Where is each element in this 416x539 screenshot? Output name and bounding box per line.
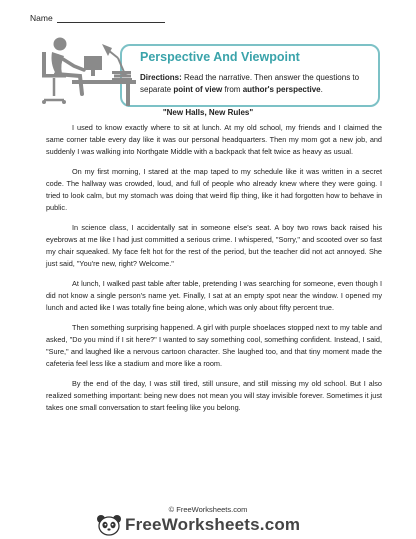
story-title: "New Halls, New Rules" (162, 108, 254, 117)
story-body (46, 122, 382, 421)
footer-logo[interactable] (96, 514, 300, 536)
story-paragraph: At lunch, I walked past table after table, pretending I was searching for someone, even though I did not know a single person's name yet. Finally, I sat at an empty spot near the window. I opened my lunch and acted like I was totally fine being alone, which was only about fifty percent true. (46, 278, 382, 313)
student-at-desk-illustration (28, 30, 136, 108)
header-box (120, 44, 380, 107)
footer-brand: FreeWorksheets.com (125, 515, 301, 534)
name-field (30, 13, 165, 23)
story-paragraph: In science class, I accidentally sat in someone else's seat. A boy two rows back raised his eyebrows at me like I had just committed a serious crime. I whispered, "Sorry," and scooted over so fast my chair squeaked. My face felt hot for the rest of the period, but the teacher did not act annoyed. She just said, "You're new, right? Welcome." (46, 222, 382, 269)
point-of-view-term: point of view (173, 84, 223, 94)
worksheet-title: Perspective And Viewpoint (140, 50, 300, 64)
name-label: Name (30, 13, 53, 23)
story-paragraph: I used to know exactly where to sit at lunch. At my old school, my friends and I claimed the same corner table every day like it was our personal headquarters. Then my mom got a new job, and suddenly I was walking into Northgate Middle with a backpack that felt twice as heavy as usual. (46, 123, 382, 157)
authors-perspective-term: author's perspective (242, 84, 321, 94)
story-paragraph: By the end of the day, I was still tired, still unsure, and still missing my old school. But I also realized something important: being new does not mean you will stay invisible forever. Sometimes it just takes one small conversation to start feeling like you belong. (46, 378, 382, 412)
directions-end: . (320, 84, 323, 94)
panda-logo-icon (96, 514, 122, 536)
story-paragraph: On my first morning, I stared at the map taped to my schedule like it was written in a secret code. The hallway was crowded, loud, and full of people who already knew where they were going. I tried to look calm, but my stomach was doing that weird flip thing, like it had forgotten how to behave in public. (46, 166, 382, 213)
directions-text-1: Read the narrative. Then answer the questions to separate (140, 73, 360, 94)
directions-label: Directions: (140, 73, 182, 82)
name-line[interactable] (57, 13, 165, 23)
story-paragraph: Then something surprising happened. A girl with purple shoelaces stopped next to my table and asked, "Do you mind if I sit here?" I wanted to say something cool, something confident. Instead, I said, "Sure," and laughed like a nervous cartoon character. She laughed too, and that tiny moment made the cafeteria feel less like a stadium and more like a room. (46, 322, 382, 369)
footer-url[interactable]: © FreeWorksheets.com (168, 505, 248, 514)
directions-text-2: from (222, 84, 243, 94)
directions (140, 72, 372, 95)
